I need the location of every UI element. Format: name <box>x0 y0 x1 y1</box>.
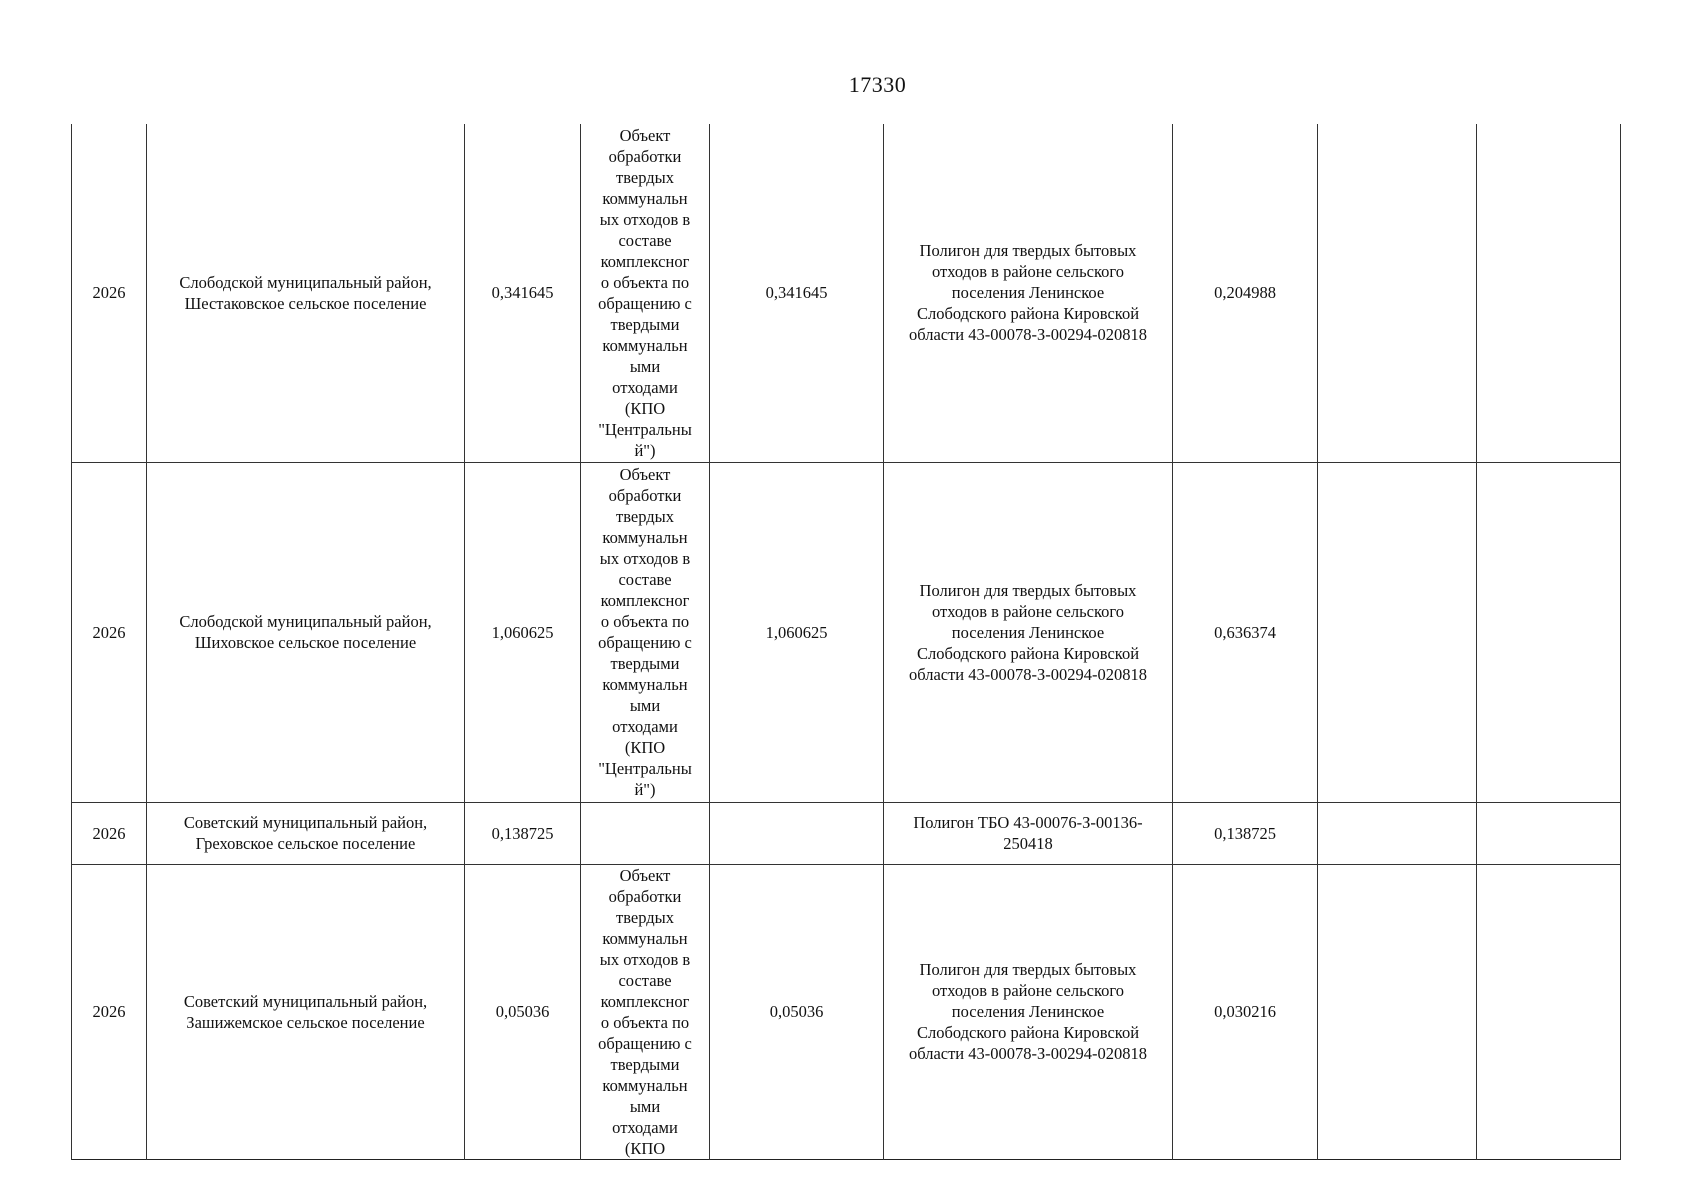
disposal-site-cell: Полигон для твердых бытовых отходов в районе сельского поселения Ленинское Слободского района Кировской области 43-00078-З-00294-020818 <box>884 124 1173 462</box>
empty-cell <box>1477 802 1621 864</box>
empty-cell <box>1318 462 1477 802</box>
year-cell: 2026 <box>72 864 147 1159</box>
year-cell: 2026 <box>72 802 147 864</box>
year-cell: 2026 <box>72 462 147 802</box>
processing-facility-cell: Объект обработки твердых коммунальн ых отходов в составе комплексног о объекта по обращению с твердыми коммунальн ыми отходами (КПО <box>581 864 710 1159</box>
table-row <box>72 802 1621 864</box>
volume-processed-cell: 0,05036 <box>710 864 884 1159</box>
volume-total-cell: 1,060625 <box>465 462 581 802</box>
volume-disposed-cell: 0,138725 <box>1173 802 1318 864</box>
volume-processed-cell: 1,060625 <box>710 462 884 802</box>
empty-cell <box>1477 864 1621 1159</box>
table-row <box>72 864 1621 1159</box>
volume-processed-cell <box>710 802 884 864</box>
volume-processed-cell: 0,341645 <box>710 124 884 462</box>
municipality-cell: Советский муниципальный район, Греховское сельское поселение <box>147 802 465 864</box>
volume-total-cell: 0,05036 <box>465 864 581 1159</box>
processing-facility-cell: Объект обработки твердых коммунальн ых отходов в составе комплексног о объекта по обращению с твердыми коммунальн ыми отходами (КПО "Центральны й") <box>581 124 710 462</box>
volume-disposed-cell: 0,204988 <box>1173 124 1318 462</box>
empty-cell <box>1477 462 1621 802</box>
page-number: 17330 <box>848 72 907 97</box>
processing-facility-cell <box>581 802 710 864</box>
year-cell: 2026 <box>72 124 147 462</box>
volume-total-cell: 0,341645 <box>465 124 581 462</box>
waste-flow-table <box>71 124 1621 1160</box>
table-row <box>72 124 1621 462</box>
disposal-site-cell: Полигон ТБО 43-00076-З-00136- 250418 <box>884 802 1173 864</box>
municipality-cell: Советский муниципальный район, Зашижемское сельское поселение <box>147 864 465 1159</box>
empty-cell <box>1318 802 1477 864</box>
disposal-site-cell: Полигон для твердых бытовых отходов в районе сельского поселения Ленинское Слободского района Кировской области 43-00078-З-00294-020818 <box>884 462 1173 802</box>
volume-disposed-cell: 0,030216 <box>1173 864 1318 1159</box>
empty-cell <box>1477 124 1621 462</box>
municipality-cell: Слободской муниципальный район, Шестаковское сельское поселение <box>147 124 465 462</box>
processing-facility-cell: Объект обработки твердых коммунальн ых отходов в составе комплексног о объекта по обращению с твердыми коммунальн ыми отходами (КПО "Центральны й") <box>581 462 710 802</box>
volume-total-cell: 0,138725 <box>465 802 581 864</box>
volume-disposed-cell: 0,636374 <box>1173 462 1318 802</box>
municipality-cell: Слободской муниципальный район, Шиховское сельское поселение <box>147 462 465 802</box>
empty-cell <box>1318 864 1477 1159</box>
table-row <box>72 462 1621 802</box>
disposal-site-cell: Полигон для твердых бытовых отходов в районе сельского поселения Ленинское Слободского района Кировской области 43-00078-З-00294-020818 <box>884 864 1173 1159</box>
empty-cell <box>1318 124 1477 462</box>
